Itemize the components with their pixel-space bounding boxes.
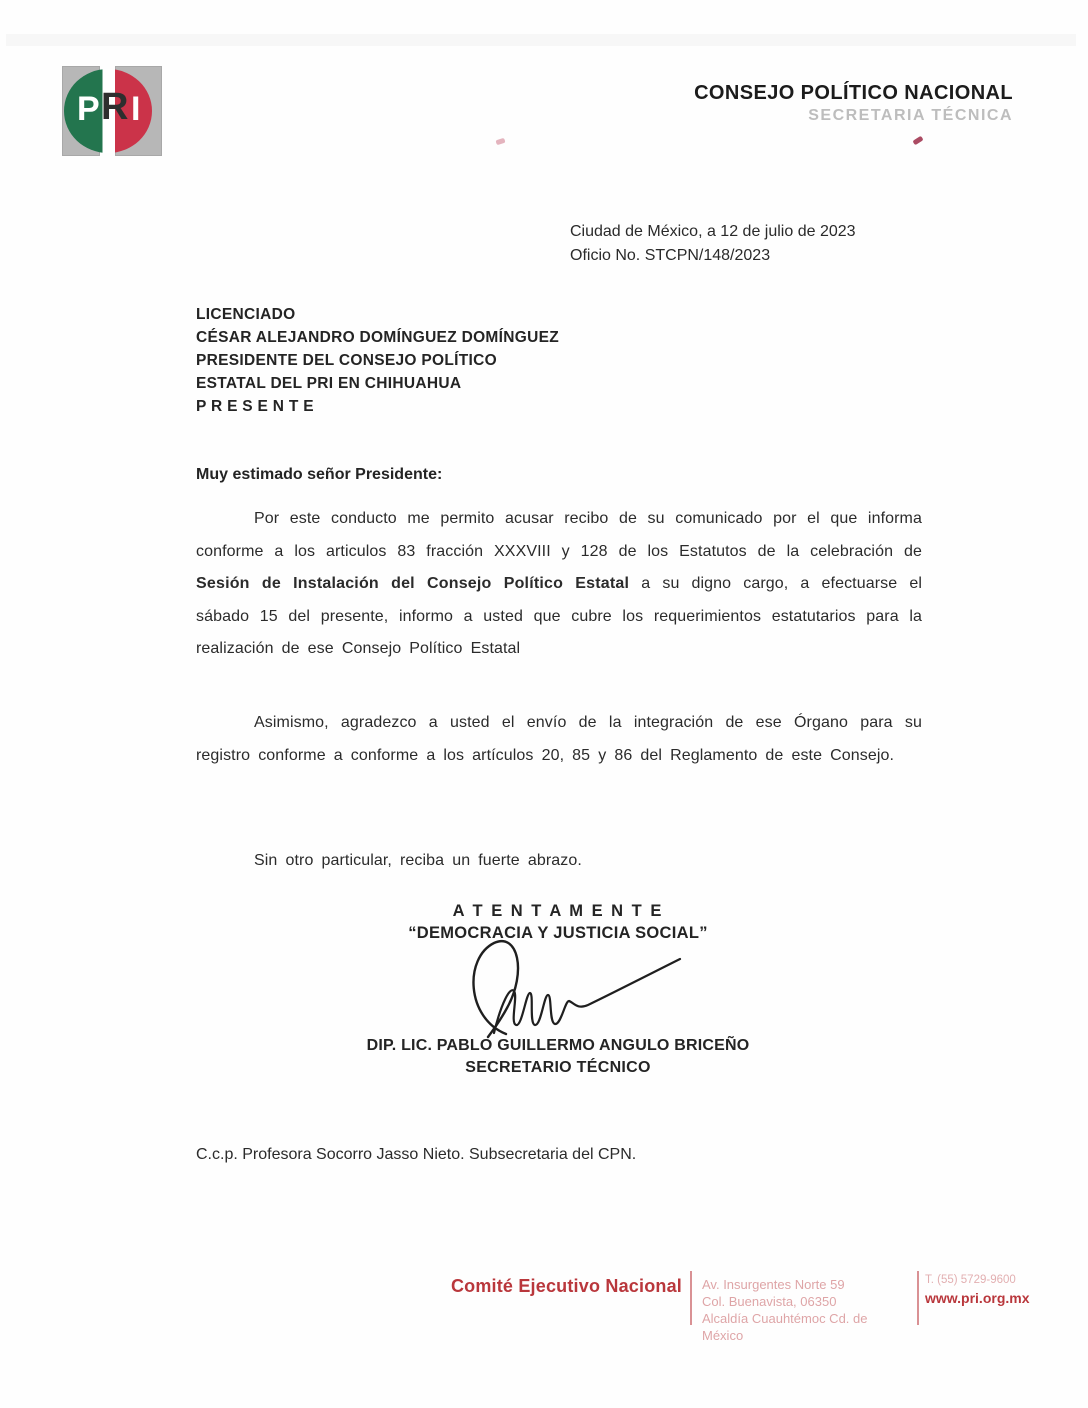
salutation: Muy estimado señor Presidente:	[196, 466, 443, 483]
scan-artifact-speck	[912, 136, 923, 146]
dateline-block	[570, 220, 856, 268]
signature	[428, 930, 698, 1040]
footer-address	[702, 1276, 912, 1344]
paragraph-1-text: a su digno cargo, a efectuarse el sábado 15 del presente, informo a usted que cubre los requerimientos estatutarios para la realización de ese Consejo Político Estatal	[196, 575, 922, 657]
footer-divider	[917, 1271, 919, 1325]
paragraph-2: Asimismo, agradezco a usted el envío de la integración de ese Órgano para su registro conforme a conforme a los artículos 20, 85 y 86 del Reglamento de este Consejo.	[196, 714, 922, 764]
recipient-line: PRESIDENTE DEL CONSEJO POLÍTICO	[196, 352, 497, 369]
recipient-line: LICENCIADO	[196, 306, 296, 323]
recipient-line: CÉSAR ALEJANDRO DOMÍNGUEZ DOMÍNGUEZ	[196, 329, 559, 346]
scan-artifact-band	[6, 34, 1076, 46]
pri-logo	[62, 66, 162, 156]
paragraph-3: Sin otro particular, reciba un fuerte abrazo.	[254, 852, 582, 869]
place-date: Ciudad de México, a 12 de julio de 2023	[570, 223, 856, 240]
scan-artifact-speck	[495, 138, 505, 146]
footer-address-line: Alcaldía Cuauhtémoc Cd. de México	[702, 1311, 868, 1343]
oficio-number: Oficio No. STCPN/148/2023	[570, 247, 771, 264]
ccp-line: C.c.p. Profesora Socorro Jasso Nieto. Subsecretaria del CPN.	[196, 1146, 637, 1163]
footer-org-name: Comité Ejecutivo Nacional	[450, 1276, 682, 1296]
signer-title: SECRETARIO TÉCNICO	[465, 1059, 651, 1076]
atentamente: A T E N T A M E N T E	[452, 902, 664, 920]
paragraph-1-bold: Sesión de Instalación del Consejo Político Estatal	[196, 575, 630, 592]
signer-name: DIP. LIC. PABLO GUILLERMO ANGULO BRICEÑO	[366, 1037, 750, 1054]
paragraph-1	[196, 503, 922, 666]
org-subtitle: SECRETARIA TÉCNICA	[808, 107, 1013, 124]
footer-address-line: Col. Buenavista, 06350	[702, 1294, 837, 1309]
footer-phone: T. (55) 5729-9600	[925, 1274, 1016, 1286]
org-title: CONSEJO POLÍTICO NACIONAL	[694, 82, 1013, 104]
signer-block	[330, 1037, 786, 1077]
pri-logo-letter-p: P	[77, 90, 100, 128]
footer-website: www.pri.org.mx	[925, 1290, 1030, 1306]
pri-logo-letter-i: I	[131, 90, 141, 128]
recipient-line: ESTATAL DEL PRI EN CHIHUAHUA	[196, 375, 462, 392]
lema: “DEMOCRACIA Y JUSTICIA SOCIAL”	[408, 924, 708, 942]
recipient-block	[196, 303, 559, 418]
footer-divider	[690, 1271, 692, 1325]
footer-address-line: Av. Insurgentes Norte 59	[702, 1277, 845, 1292]
paragraph-1-text: Por este conducto me permito acusar recibo de su comunicado por el que informa conforme a los articulos 83 fracción XXXVIII y 128 de los Estatutos de la celebración de	[196, 510, 922, 560]
pri-logo-letter-r: R	[101, 86, 129, 128]
recipient-line: P R E S E N T E	[196, 398, 314, 415]
